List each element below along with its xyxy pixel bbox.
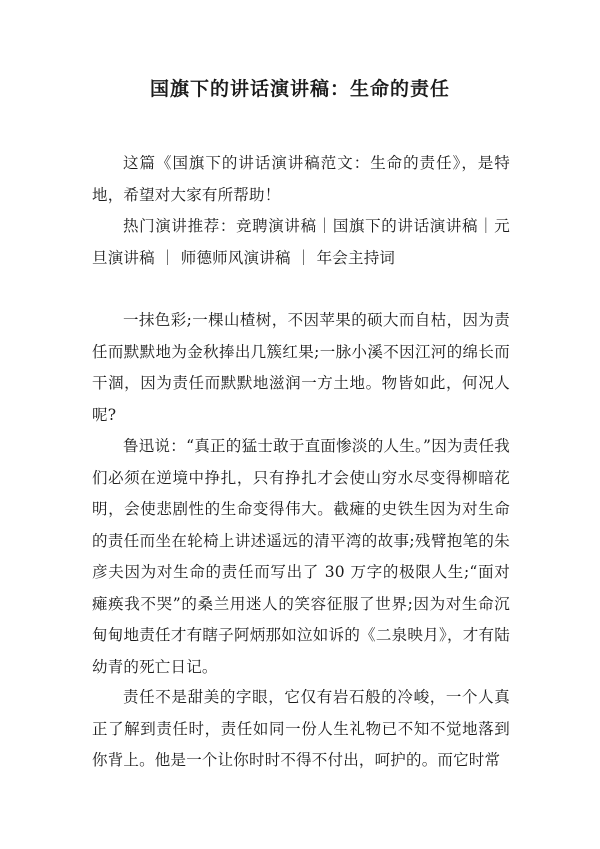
document-title: 国旗下的讲话演讲稿：生命的责任 — [149, 78, 450, 100]
intro-paragraph: 这篇《国旗下的讲话演讲稿范文：生命的责任》，是特地，希望对大家有所帮助！ — [92, 154, 510, 204]
body-paragraph-2: 鲁迅说：“真正的猛士敢于直面惨淡的人生。”因为责任我们必须在逆境中挣扎，只有挣扎才会使山穷水尽变得柳暗花明，会使悲剧性的生命变得伟大。截瘫的史铁生因为对生命的责任而坐在轮椅上讲述遥远的清平湾的故事;残臂抱笔的朱彦夫因为对生命的责任而写出了 30 万字的极限人生;“面对瘫痪我不哭”的桑兰用迷人的笑容征服了世界;因为对生命沉甸甸地责任才有瞎子阿炳那如泣如诉的《二泉映月》，才有陆幼青的死亡日记。 — [92, 437, 510, 676]
body-paragraph-1: 一抹色彩;一棵山楂树，不因苹果的硕大而自枯，因为责任而默默地为金秋捧出几簇红果;一脉小溪不因江河的绵长而干涸，因为责任而默默地滋润一方土地。物皆如此，何况人呢? — [92, 311, 510, 424]
body-paragraph-3: 责任不是甜美的字眼，它仅有岩石般的冷峻，一个人真正了解到责任时，责任如同一份人生礼物已不知不觉地落到你背上。他是一个让你时时不得不付出，呵护的。而它时常 — [92, 688, 510, 769]
hot-recommend-paragraph: 热门演讲推荐：竞聘演讲稿｜国旗下的讲话演讲稿｜元旦演讲稿 ｜ 师德师风演讲稿 ｜ 年会主持词 — [92, 217, 510, 267]
